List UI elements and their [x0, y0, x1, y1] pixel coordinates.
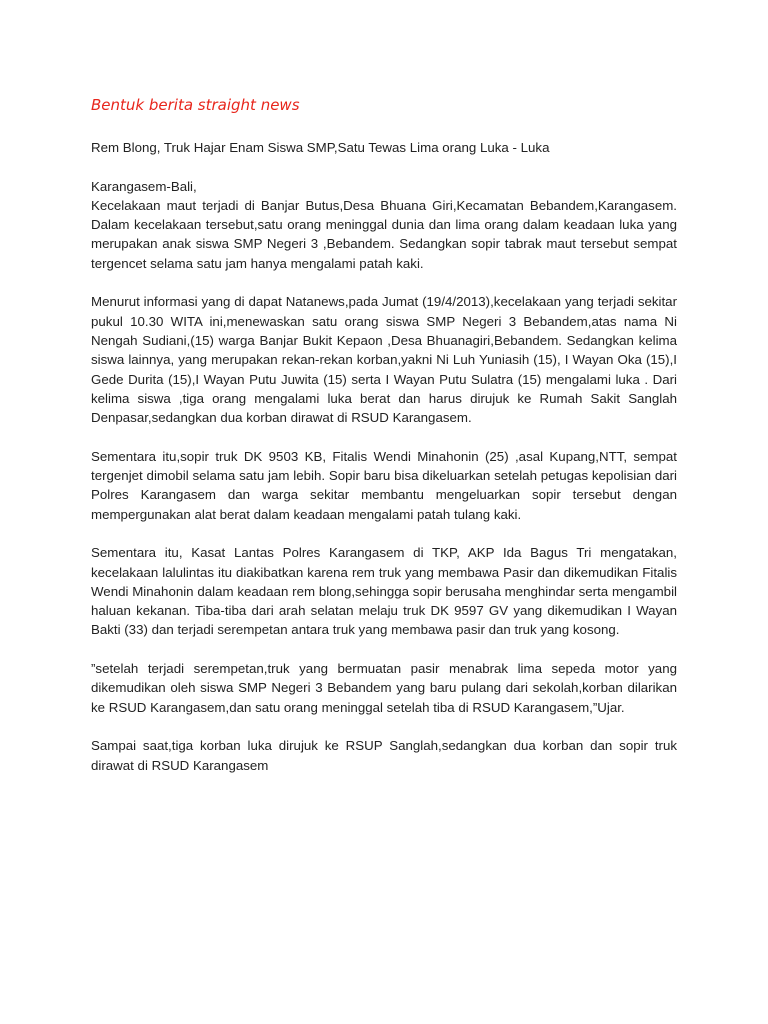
- article-body: [91, 138, 677, 794]
- article-paragraph-5: ”setelah terjadi serempetan,truk yang bermuatan pasir menabrak lima sepeda motor yang dikemudikan oleh siswa SMP Negeri 3 Bebandem yang baru pulang dari sekolah,korban dilarikan ke RSUD Karangasem,dan satu orang meninggal setelah tiba di RSUD Karangasem,”Ujar.: [91, 661, 677, 715]
- article-paragraph-3: Sementara itu,sopir truk DK 9503 KB, Fitalis Wendi Minahonin (25) ,asal Kupang,NTT, sempat tergenjet dimobil selama satu jam lebih. Sopir baru bisa dikeluarkan setelah petugas kepolisian dari Polres Karangasem dan warga sekitar membantu mengeluarkan sopir tersebut dengan mempergunakan alat berat dalam keadaan mengalami patah tulang kaki.: [91, 448, 677, 522]
- document-heading: Bentuk berita straight news: [91, 96, 300, 114]
- article-headline: Rem Blong, Truk Hajar Enam Siswa SMP,Satu Tewas Lima orang Luka - Luka: [91, 140, 550, 155]
- article-paragraph-4: Sementara itu, Kasat Lantas Polres Karangasem di TKP, AKP Ida Bagus Tri mengatakan, kecelakaan lalulintas itu diakibatkan karena rem truk yang membawa Pasir dan dikemudikan Fitalis Wendi Minahonin dalam keadaan rem blong,sehingga sopir berusaha menghindar serta mengambil haluan kekanan. Tiba-tiba dari arah selatan melaju truk DK 9597 GV yang dikemudikan I Wayan Bakti (33) dan terjadi serempetan antara truk yang membawa pasir dan truk yang kosong.: [91, 545, 677, 638]
- article-paragraph-1: [91, 177, 677, 273]
- article-dateline: Karangasem-Bali,: [91, 178, 197, 194]
- article-paragraph-6: Sampai saat,tiga korban luka dirujuk ke RSUP Sanglah,sedangkan dua korban dan sopir truk dirawat di RSUD Karangasem: [91, 738, 677, 773]
- paragraph-text: Kecelakaan maut terjadi di Banjar Butus,Desa Bhuana Giri,Kecamatan Bebandem,Karangasem. Dalam kecelakaan tersebut,satu orang meninggal dunia dan lima orang dalam keadaan luka yang merupakan anak siswa SMP Negeri 3 ,Bebandem. Sedangkan sopir tabrak maut tersebut sempat tergencet selama satu jam hanya mengalami patah kaki.: [91, 197, 677, 271]
- article-paragraph-2: Menurut informasi yang di dapat Natanews,pada Jumat (19/4/2013),kecelakaan yang terjadi sekitar pukul 10.30 WITA ini,menewaskan satu orang siswa SMP Negeri 3 Bebandem,atas nama Ni Nengah Sudiani,(15) warga Banjar Bukit Kepaon ,Desa Bhuanagiri,Bebandem. Sedangkan kelima siswa lainnya, yang merupakan rekan-rekan korban,yakni Ni Luh Yuniasih (15), I Wayan Oka (15),I Gede Durita (15),I Wayan Putu Juwita (15) serta I Wayan Putu Sulatra (15) mengalami luka . Dari kelima siswa ,tiga orang mengalami luka berat dan harus dirujuk ke Rumah Sakit Sanglah Denpasar,sedangkan dua korban dirawat di RSUD Karangasem.: [91, 294, 677, 426]
